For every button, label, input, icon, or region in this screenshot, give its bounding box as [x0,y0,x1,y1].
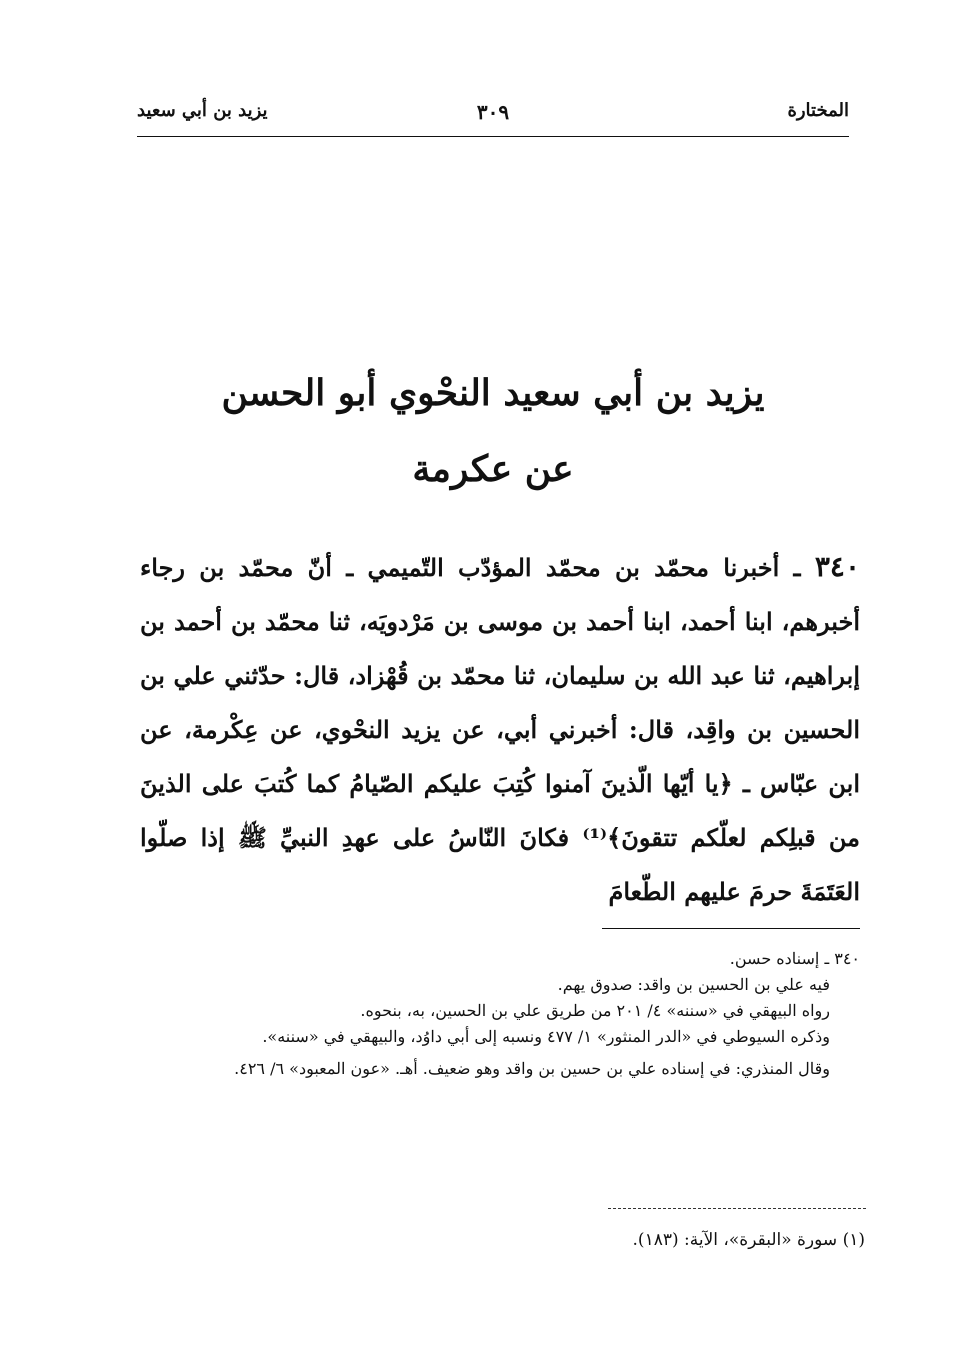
footnote: (١) سورة «البقرة»، الآية: (١٨٣). [632,1230,865,1250]
hadith-body [140,540,860,919]
note-narrator: فيه علي بن الحسين بن واقد: صدوق يهم. [557,975,830,994]
header-rule [137,136,849,137]
page-number: ٣٠٩ [476,100,510,124]
hadith-number: ٣٤٠ [814,550,861,583]
chapter-title: يزيد بن أبي سعيد النحْوي أبو الحسن [221,372,765,414]
commentary-notes [140,946,860,1082]
header-section-title: يزيد بن أبي سعيد [137,100,268,121]
note-suyuti: وذكره السيوطي في «الدر المنثور» ١/ ٤٧٧ ونسبه إلى أبي داوُد، والبيهقي في «سننه». [262,1027,830,1046]
note-mundhiri: وقال المنذري: في إسناده علي بن حسين بن واقد وهو ضعيف. أهـ. «عون المعبود» ٦/ ٤٢٦. [234,1059,830,1078]
chapter-subtitle: عن عكرمة [412,448,574,490]
note-bayhaqi: رواه البيهقي في «سننه» ٤/ ٢٠١ من طريق علي بن الحسين، به، بنحوه. [360,1001,830,1020]
notes-separator [602,928,860,929]
header-book-title: المختارة [787,100,849,121]
running-header [137,100,849,134]
hadith-text: ـ أخبرنا محمّد بن محمّد المؤدّب التّميمي ـ أنّ محمّد بن رجاء أخبرهم، ابنا أحمد، ابنا أحمد بن موسى بن مَرْدويَه، ثنا محمّد بن أحمد بن إبراهيم، ثنا عبد الله بن سليمان، ثنا محمّد بن قُهْزاد، قال: حدّثني علي بن الحسين بن واقِد، قال: أخبرني أبي، عن يزيد النحْوي، عن عِكْرمة، عن ابن عبّاس ـ ﴿يا أيّها الّذينَ آمنوا كُتِبَ عليكم الصّيامُ كما كُتبَ على الذينَ من قبلِكم لعلّكم تتقونَ﴾⁽¹⁾ فكانَ النّاسُ على عهدِ النبيِّ ﷺ إذا صلّوا العَتَمَةَ حرمَ عليهم الطّعامَ [140,553,860,906]
note-grading: ٣٤٠ ـ إسناده حسن. [729,949,860,968]
footnote-separator [608,1208,866,1209]
